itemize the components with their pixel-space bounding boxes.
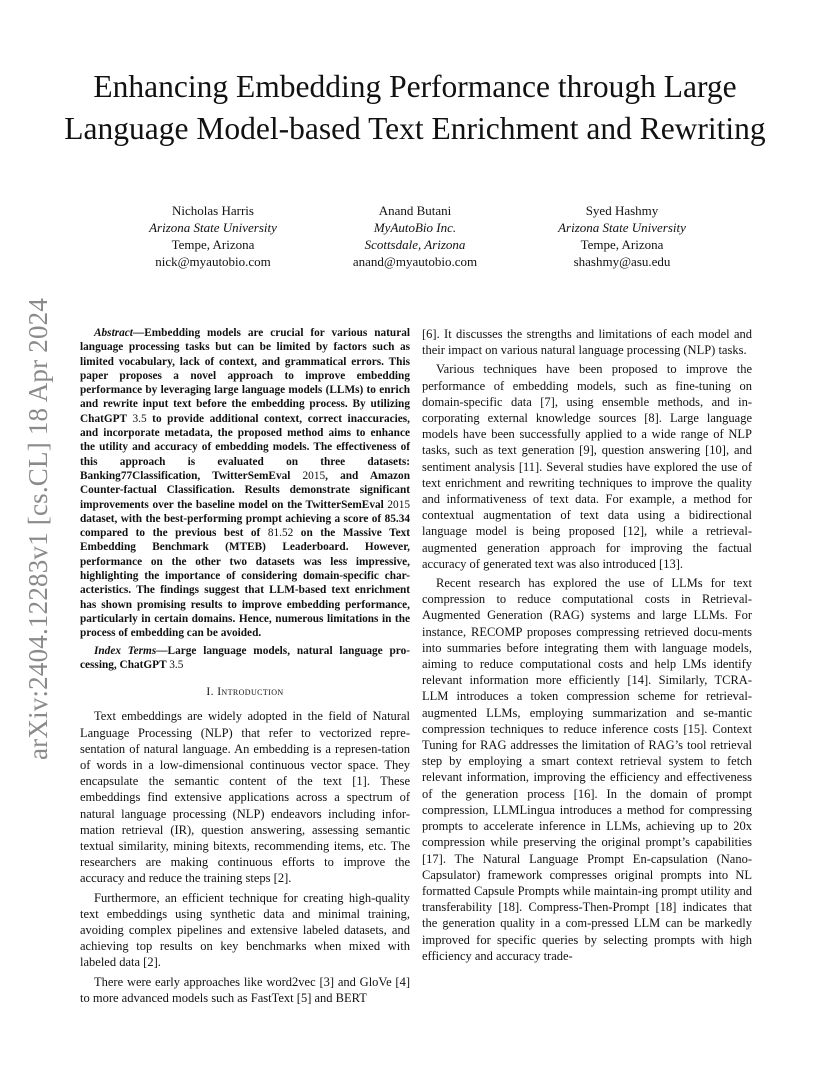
author-email: shashmy@asu.edu (573, 254, 671, 269)
body-paragraph: [6]. It discusses the strengths and limitations of each model and their impact on various natural language processing (NLP) tasks. (422, 327, 752, 358)
body-paragraph: Text embeddings are widely adopted in the field of Natural Language Processing (NLP) that refer to vectorized repre-sentation of natural language. An embedding is a represen-tation of words in a low-dimensional continuous vector space. They encapsulate the semantic content of the text [1]. These embeddings find extensive applications across a spectrum of natural language processing (NLP) endeavors including infor-mation retrieval (IR), question answering, assessing semantic textual similarity, mining bitexts, recommending items, etc. The researchers are making continuous efforts to improve the accuracy and reduce the training steps [2]. (80, 709, 410, 886)
author-name: Nicholas Harris (172, 203, 254, 218)
right-column (422, 326, 752, 964)
author-email: anand@myautobio.com (352, 254, 478, 269)
abstract-text: , and Amazon Counter-factual Classification. Results demonstrate significant improvements over the baseline model on the TwitterSemEval (80, 469, 410, 511)
paper-title: Enhancing Embedding Performance through Large Language Model-based Text Enrichment and Rewriting (64, 69, 766, 146)
author-3 (522, 202, 722, 270)
index-terms-lead: Index Terms (94, 644, 157, 657)
body-paragraph: Recent research has explored the use of LLMs for text compression to reduce computational costs in Retrieval-Augmented Generation (RAG) systems and large LLMs. For instance, RECOMP proposes compressing retrieved docu-ments into summaries before integrating them with language models, aiming to reduce computational costs and help LMs identify relevant information more efficiently [14]. Similarly, TCRA-LLM introduces a token compression scheme for retrieval-augmented LLMs, employing summarization and se-mantic compression techniques to reduce inference costs [15]. Context Tuning for RAG addresses the limitation of RAG’s tool retrieval step by employing a smart context retrieval system to fetch relevant information, improving the efficiency and effectiveness of the generation process [16]. In the domain of prompt compression, LLMLingua introduces a method for compressing prompts to accelerate inference in LLMs, achieving up to 20x compression while preserving the original prompt’s capabilities [17]. The Natural Language Prompt En-capsulation (Nano-Capsulator) framework compresses original prompts into NL formatted Capsule Prompts while maintain-ing prompt utility and transferability [18]. Compress-Then-Prompt [18] indicates that the generation quality in a com-pressed LLM can be markedly improved for specific queries by selecting prompts with high efficiency and accuracy trade- (422, 576, 752, 963)
abstract-math: 2015 (302, 469, 326, 482)
author-affiliation: MyAutoBio Inc. (373, 220, 457, 235)
index-terms-text: —Large language models, natural language pro-cessing, ChatGPT (80, 644, 410, 671)
author-name: Anand Butani (378, 203, 452, 218)
author-city: Tempe, Arizona (580, 237, 664, 252)
left-column (80, 326, 410, 1006)
body-paragraph: Furthermore, an efficient technique for creating high-quality text embeddings using synthetic data and minimal training, avoiding complex pipelines and extensive labeled datasets, and achieving top results on key benchmarks when mixed with labeled data [2]. (80, 890, 410, 970)
author-city: Tempe, Arizona (171, 237, 255, 252)
author-affiliation: Arizona State University (558, 220, 686, 235)
author-affiliation: Arizona State University (149, 220, 277, 235)
author-1 (113, 202, 313, 270)
abstract-text: on the Massive Text Embedding Benchmark (MTEB) Leaderboard. However, performance on the other two datasets was less impressive, highlighting the importance of considering domain-specific char-acteristics. The findings suggest that LLM-based text enrichment has shown promising results to improve embedding performance, particularly in certain domains. Hence, numerous limitations in the process of embedding can be avoided. (80, 527, 410, 640)
abstract-text: dataset, with the best-performing prompt achieving a score of 85.34 compared to the previous best of (80, 512, 410, 540)
abstract-lead: Abstract (94, 327, 133, 339)
abstract-math: 3.5 (132, 412, 147, 425)
section-numeral: I. (206, 686, 214, 699)
index-terms-math: 3.5 (169, 658, 184, 671)
author-name: Syed Hashmy (585, 203, 659, 218)
section-heading (80, 684, 410, 700)
abstract-math: 81.52 (267, 527, 294, 540)
abstract-math: 2015 (387, 498, 410, 511)
arxiv-stamp: arXiv:2404.12283v1 [cs.CL] 18 Apr 2024 (23, 297, 53, 760)
abstract-text: to provide additional context, correct inaccuracies, and incorporate metadata, the proposed method aims to enhance the utility and accuracy of embedding models. The effectiveness of this approach is evaluated on three datasets: Banking77Classification, TwitterSemEval (80, 412, 410, 482)
index-terms (80, 644, 410, 673)
body-paragraph: There were early approaches like word2vec [3] and GloVe [4] to more advanced models such as FastText [5] and BERT (80, 974, 410, 1005)
abstract (80, 326, 410, 641)
abstract-text: —Embedding models are crucial for various natural language processing tasks but can be limited by factors such as limited vocabulary, lack of context, and grammatical errors. This paper proposes a novel approach to improve embedding performance by leveraging large language models (LLMs) to enrich and rewrite input text before the embedding process. By utilizing ChatGPT (80, 327, 410, 425)
author-city: Scottsdale, Arizona (364, 237, 466, 252)
author-email: nick@myautobio.com (155, 254, 271, 269)
author-2 (315, 202, 515, 270)
body-paragraph: Various techniques have been proposed to improve the performance of embedding models, such as fine-tuning on domain-specific data [7], using ensemble methods, and in-corporating external knowledge sources [8]. Large language models have been successfully applied to a wide range of NLP tasks, such as text generation [9], question answering [10], and sentiment analysis [11]. Several studies have explored the use of text enrichment and rewriting techniques to improve the quality and informativeness of text data. For example, a method for contextual augmentation of text data using a bidirectional language model is being proposed [12], while a retrieval-augmented generation approach for improving the factual accuracy of generated text was also introduced [13]. (422, 362, 752, 571)
section-title: Introduction (217, 686, 284, 699)
